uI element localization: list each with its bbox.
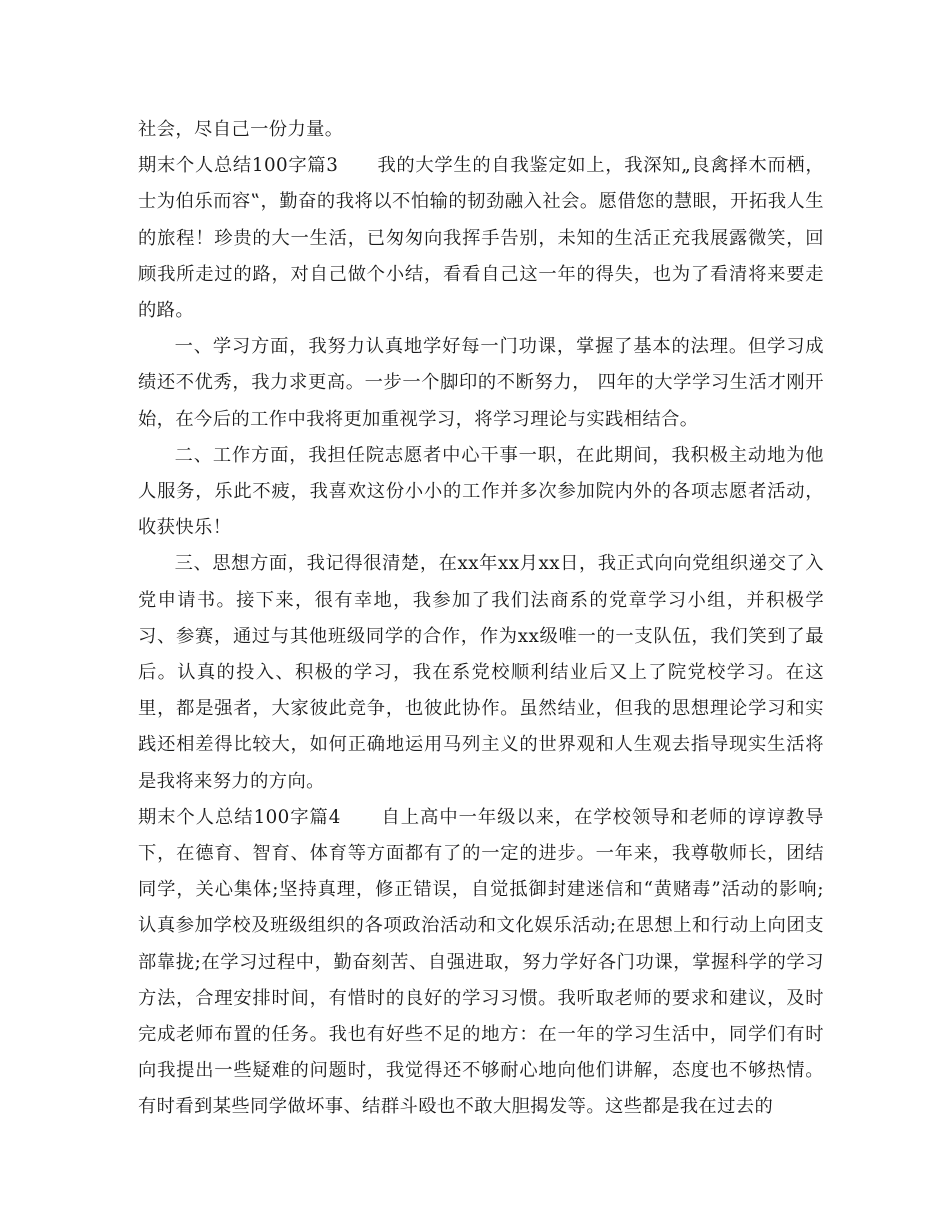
paragraph-text: 我的大学生的自我鉴定如上，我深知„良禽择木而栖，士为伯乐而容‟，勤奋的我将以不怕输的韧劲融入社会。愿借您的慧眼，开拓我人生的旅程！珍贵的大一生活，已匆匆向我挥手告别，未知的生活正充我展露微笑，回顾我所走过的路，对自己做个小结，看看自己这一年的得失，也为了看清将来要走的路。	[138, 155, 824, 322]
paragraph-text: 社会，尽自己一份力量。	[138, 119, 344, 140]
section-paragraph-4	[138, 800, 824, 1126]
section-heading: 期末个人总结100字篇3	[138, 155, 339, 177]
section-paragraph-3	[138, 148, 824, 329]
paragraph-text: 二、工作方面，我担任院志愿者中心干事一职，在此期间，我积极主动地为他人服务，乐此不疲，我喜欢这份小小的工作并多次参加院内外的各项志愿者活动，收获快乐！	[138, 444, 824, 539]
paragraph-work	[138, 438, 824, 547]
section-heading: 期末个人总结100字篇4	[138, 806, 341, 828]
paragraph-text: 自上高中一年级以来，在学校领导和老师的谆谆教导下，在德育、智育、体育等方面都有了的一定的进步。一年来，我尊敬师长，团结同学，关心集体;坚持真理，修正错误，自觉抵御封建迷信和“黄赌毒”活动的影响;认真参加学校及班级组织的各项政治活动和文化娱乐活动;在思想上和行动上向团支部靠拢;在学习过程中，勤奋刻苦、自强进取，努力学好各门功课，掌握科学的学习方法，合理安排时间，有惜时的良好的学习习惯。我听取老师的要求和建议，及时完成老师布置的任务。我也有好些不足的地方：在一年的学习生活中，同学们有时向我提出一些疑难的问题时，我觉得还不够耐心地向他们讲解，态度也不够热情。有时看到某些同学做坏事、结群斗殴也不敢大胆揭发等。这些都是我在过去的	[138, 806, 824, 1118]
paragraph-thought	[138, 546, 824, 799]
paragraph-text: 三、思想方面，我记得很清楚，在xx年xx月xx日，我正式向向党组织递交了入党申请书。接下来，很有幸地，我参加了我们法商系的党章学习小组，并积极学习、参赛，通过与其他班级同学的合作，作为xx级唯一的一支队伍，我们笑到了最后。认真的投入、积极的学习，我在系党校顺利结业后又上了院党校学习。在这里，都是强者，大家彼此竞争，也彼此协作。虽然结业，但我的思想理论学习和实践还相差得比较大，如何正确地运用马列主义的世界观和人生观去指导现实生活将是我将来努力的方向。	[138, 553, 824, 792]
document-body	[138, 112, 824, 1126]
paragraph-study	[138, 329, 824, 438]
paragraph-continuation	[138, 112, 824, 148]
paragraph-text: 一、学习方面，我努力认真地学好每一门功课，掌握了基本的法理。但学习成绩还不优秀，我力求更高。一步一个脚印的不断努力， 四年的大学学习生活才刚开始，在今后的工作中我将更加重视学习，将学习理论与实践相结合。	[138, 336, 824, 430]
